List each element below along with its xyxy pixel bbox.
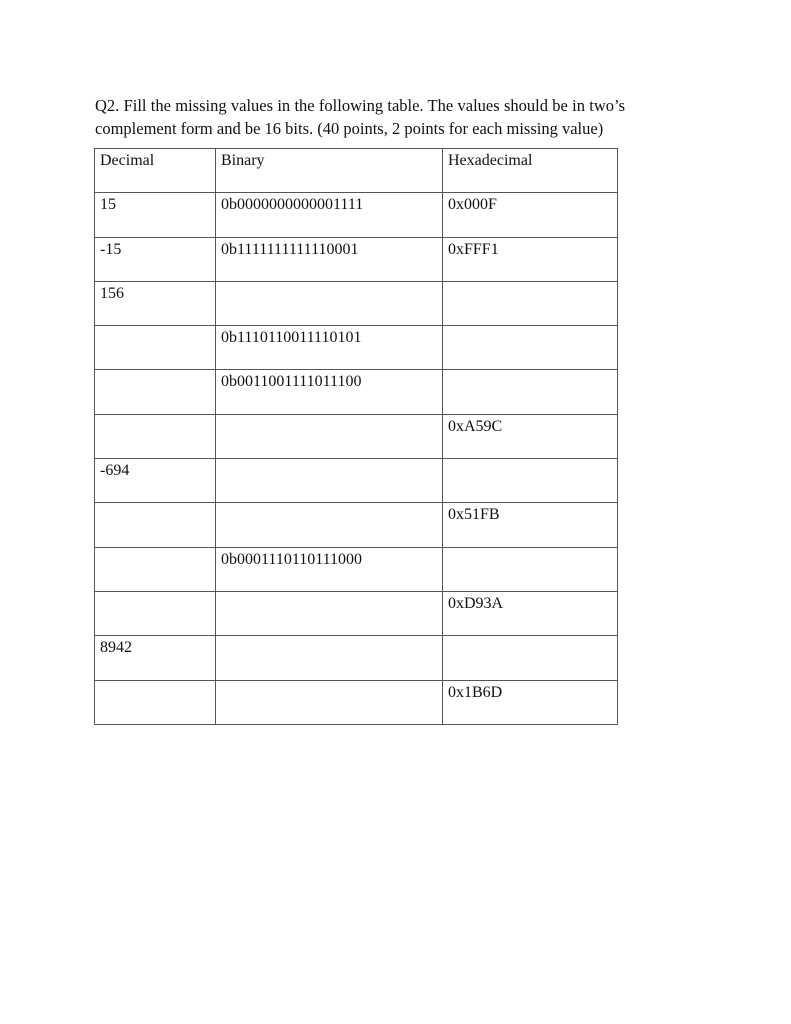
decimal-cell (95, 326, 216, 370)
hexadecimal-cell: 0x000F (443, 193, 618, 237)
table-row (95, 547, 618, 591)
hexadecimal-cell (443, 326, 618, 370)
decimal-cell (95, 370, 216, 414)
binary-cell (216, 414, 443, 458)
binary-cell (216, 636, 443, 680)
header-binary: Binary (216, 149, 443, 193)
table-row (95, 636, 618, 680)
binary-cell: 0b0011001111011100 (216, 370, 443, 414)
table-row (95, 414, 618, 458)
decimal-cell: -15 (95, 237, 216, 281)
hexadecimal-cell (443, 636, 618, 680)
binary-cell: 0b0001110110111000 (216, 547, 443, 591)
conversion-table (94, 148, 618, 725)
binary-cell: 0b1111111111110001 (216, 237, 443, 281)
header-row (95, 149, 618, 193)
table-row (95, 591, 618, 635)
hexadecimal-cell: 0xA59C (443, 414, 618, 458)
header-hexadecimal: Hexadecimal (443, 149, 618, 193)
binary-cell (216, 503, 443, 547)
table-row (95, 459, 618, 503)
header-decimal: Decimal (95, 149, 216, 193)
hexadecimal-cell: 0x1B6D (443, 680, 618, 724)
decimal-cell: -694 (95, 459, 216, 503)
decimal-cell: 156 (95, 281, 216, 325)
table-row (95, 193, 618, 237)
table-row (95, 281, 618, 325)
table-row (95, 370, 618, 414)
hexadecimal-cell: 0xFFF1 (443, 237, 618, 281)
decimal-cell (95, 680, 216, 724)
decimal-cell: 8942 (95, 636, 216, 680)
decimal-cell (95, 414, 216, 458)
binary-cell: 0b1110110011110101 (216, 326, 443, 370)
hexadecimal-cell: 0x51FB (443, 503, 618, 547)
table-row (95, 503, 618, 547)
decimal-cell: 15 (95, 193, 216, 237)
decimal-cell (95, 547, 216, 591)
table-row (95, 237, 618, 281)
question-text: Q2. Fill the missing values in the following table. The values should be in two’s complement form and be 16 bits. (40 points, 2 points for each missing value) (95, 96, 625, 138)
hexadecimal-cell (443, 547, 618, 591)
table-row (95, 680, 618, 724)
decimal-cell (95, 591, 216, 635)
hexadecimal-cell: 0xD93A (443, 591, 618, 635)
binary-cell (216, 281, 443, 325)
binary-cell: 0b0000000000001111 (216, 193, 443, 237)
table-row (95, 326, 618, 370)
binary-cell (216, 459, 443, 503)
hexadecimal-cell (443, 370, 618, 414)
decimal-cell (95, 503, 216, 547)
hexadecimal-cell (443, 281, 618, 325)
binary-cell (216, 680, 443, 724)
binary-cell (216, 591, 443, 635)
hexadecimal-cell (443, 459, 618, 503)
